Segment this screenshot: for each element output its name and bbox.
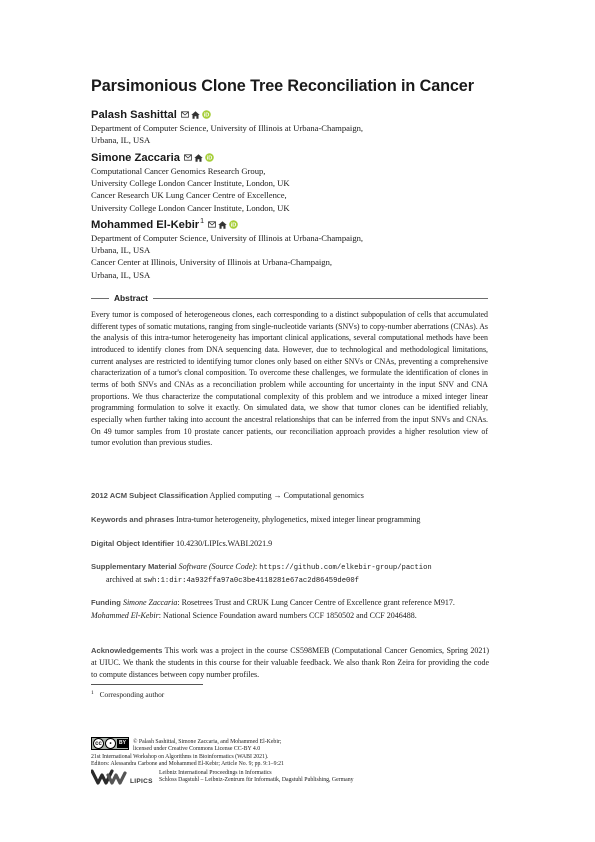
funding-name-2: Mohammed El-Kebir <box>91 611 159 620</box>
funding <box>91 597 496 622</box>
doi <box>91 538 496 550</box>
editors-line: Editors: Alessandra Carbone and Mohammed El-Kebir; Article No. 9; pp. 9:1–9:21 <box>91 761 284 768</box>
home-icon[interactable] <box>191 111 200 119</box>
cc-symbol: cc <box>93 738 104 749</box>
home-icon[interactable] <box>194 154 203 162</box>
copyright-notice <box>133 739 281 754</box>
acknowledgements <box>91 645 489 681</box>
svg-text:iD: iD <box>206 155 213 162</box>
affiliation-line: Urbana, IL, USA <box>91 135 151 146</box>
divider <box>91 298 109 299</box>
doi-link[interactable]: 10.4230/LIPIcs.WABI.2021.9 <box>176 539 273 548</box>
affiliation-line: Computational Cancer Genomics Research Group, <box>91 166 266 176</box>
envelope-icon[interactable] <box>208 221 216 228</box>
acknowledgements-text: This work was a project in the course CS598MEB (Computational Cancer Genomics, Spring 2021) at UIUC. We thank the students in this course for their valuable feedback. We also thank Ron Zeira for providing the code to compute distances between copy number profiles. <box>91 646 490 679</box>
affiliation-line: Department of Computer Science, University of Illinois at Urbana-Champaign, <box>91 233 364 243</box>
author-name: Palash Sashittal iD <box>91 108 210 121</box>
copyright-line: © Palash Sashittal, Simone Zaccaria, and Mohammed El-Kebir; <box>133 739 282 745</box>
affiliation-line: Cancer Center at Illinois, University of Illinois at Urbana-Champaign, <box>91 257 333 268</box>
home-icon[interactable] <box>218 221 227 229</box>
lipics-mark-icon <box>91 769 127 785</box>
publisher-info <box>159 770 354 785</box>
lipics-wordmark: LIPICS <box>130 778 153 785</box>
cc-license-icon[interactable] <box>91 737 129 750</box>
affiliation-line: Urbana, IL, USA <box>91 245 151 256</box>
funding-text-2: : National Science Foundation award numbers CCF 1850502 and CCF 2046488. <box>158 611 417 620</box>
footnote-divider <box>91 684 203 685</box>
publisher-line: Schloss Dagstuhl – Leibniz-Zentrum für Informatik, Dagstuhl Publishing, Germany <box>159 777 354 784</box>
envelope-icon[interactable] <box>184 154 192 161</box>
license-line: licensed under Creative Commons License CC-BY 4.0 <box>133 746 261 753</box>
swh-archive-link[interactable]: swh:1:dir:4a932ffa97a0c3be4118281e67ac2d86459de00f <box>143 577 359 585</box>
person-icon: • <box>105 738 116 749</box>
acm-classification <box>91 490 496 502</box>
conference-info <box>91 754 284 769</box>
funding-text-1: : Rosetrees Trust and CRUK Lung Cancer Centre of Excellence grant reference M917. <box>177 598 455 607</box>
author-block-3 <box>91 218 363 281</box>
paper-title: Parsimonious Clone Tree Reconciliation in Cancer <box>91 77 474 95</box>
author-affiliations <box>91 165 290 214</box>
abstract-heading: Abstract <box>114 293 148 303</box>
divider <box>153 298 488 299</box>
author-block-2 <box>91 151 290 214</box>
keywords-label: Keywords and phrases <box>91 515 175 524</box>
author-block-1 <box>91 108 363 146</box>
svg-text:iD: iD <box>230 222 237 229</box>
keywords-value: Intra-tumor heterogeneity, phylogenetics, mixed integer linear programming <box>176 515 421 524</box>
footnote-marker: 1 <box>200 218 205 225</box>
abstract-text: Every tumor is composed of heterogeneous clones, each corresponding to a distinct subpopulation of cells that accumulated different types of somatic mutations, ranging from single-nucleotide variants (SNVs) to copy-number aberrations (CNAs). As the analysis of this intra-tumor heterogeneity has important clinical applications, several computational methods have been introduced to identify clones from DNA sequencing data. However, due to technological and methodological limitations, current analyses are restricted to identifying tumor clones only based on either SNVs or CNAs, preventing a comprehensive characterization of a tumor's clonal composition. To overcome these challenges, we formulate the identification of clones in terms of both SNVs and CNAs as a reconciliation problem while accounting for uncertainty in the input SNV and CNA proportions. We thus characterize the computational complexity of this problem and we introduce a mixed integer linear programming formulation to solve it exactly. On simulated data, we show that tumor clones can be identified reliably, especially when further taking into account the ancestral relationships that can be inferred from the input SNVs and CNAs. On 49 tumor samples from 10 prostate cancer patients, our reconciliation approach provides a higher resolution view of tumor evolution than previous studies. <box>91 310 488 448</box>
keywords <box>91 514 496 526</box>
orcid-icon[interactable] <box>229 220 238 229</box>
doi-label: Digital Object Identifier <box>91 539 175 548</box>
archived-prefix: archived at <box>106 575 142 584</box>
supplementary-label: Supplementary Material <box>91 562 177 571</box>
affiliation-line: Urbana, IL, USA <box>91 269 151 280</box>
conference-line: 21st International Workshop on Algorithms in Bioinformatics (WABI 2021). <box>91 754 269 760</box>
author-affiliations <box>91 122 363 146</box>
orcid-icon[interactable] <box>202 110 211 119</box>
lipics-logo <box>91 769 153 785</box>
svg-text:iD: iD <box>203 112 210 119</box>
author-affiliations <box>91 232 363 281</box>
supplementary-url-link[interactable]: https://github.com/elkebir-group/paction <box>259 564 432 572</box>
envelope-icon[interactable] <box>181 111 189 118</box>
by-label: BY <box>119 740 126 746</box>
funding-label: Funding <box>91 598 121 607</box>
abstract-header <box>91 293 488 303</box>
funding-name-1: Simone Zaccaria <box>122 598 178 607</box>
author-name: Simone Zaccaria iD <box>91 151 213 164</box>
affiliation-line: Department of Computer Science, University of Illinois at Urbana-Champaign, <box>91 123 364 133</box>
affiliation-line: University College London Cancer Institute, London, UK <box>91 178 290 189</box>
orcid-icon[interactable] <box>205 153 214 162</box>
supplementary-type: Software (Source Code) <box>178 562 255 571</box>
acm-label: 2012 ACM Subject Classification <box>91 491 209 500</box>
footnote <box>91 690 164 699</box>
author-name: Mohammed El-Kebir $^1$ iD <box>91 218 237 231</box>
footnote-mark: 1 <box>91 690 94 696</box>
affiliation-line: University College London Cancer Institute, London, UK <box>91 202 290 213</box>
supplementary-material: Supplementary Material Software (Source Code): https://github.com/elkebir-group/paction archived at swh:1:dir:4a932ffa97a0c3be4118281e67ac2d86459de00f <box>91 562 432 585</box>
series-line: Leibniz International Proceedings in Informatics <box>159 770 272 776</box>
footnote-text: Corresponding author <box>99 690 165 700</box>
acknowledgements-label: Acknowledgements <box>91 646 163 655</box>
affiliation-line: Cancer Research UK Lung Cancer Centre of Excellence, <box>91 190 287 201</box>
acm-value: Applied computing → Computational genomics <box>209 491 364 500</box>
